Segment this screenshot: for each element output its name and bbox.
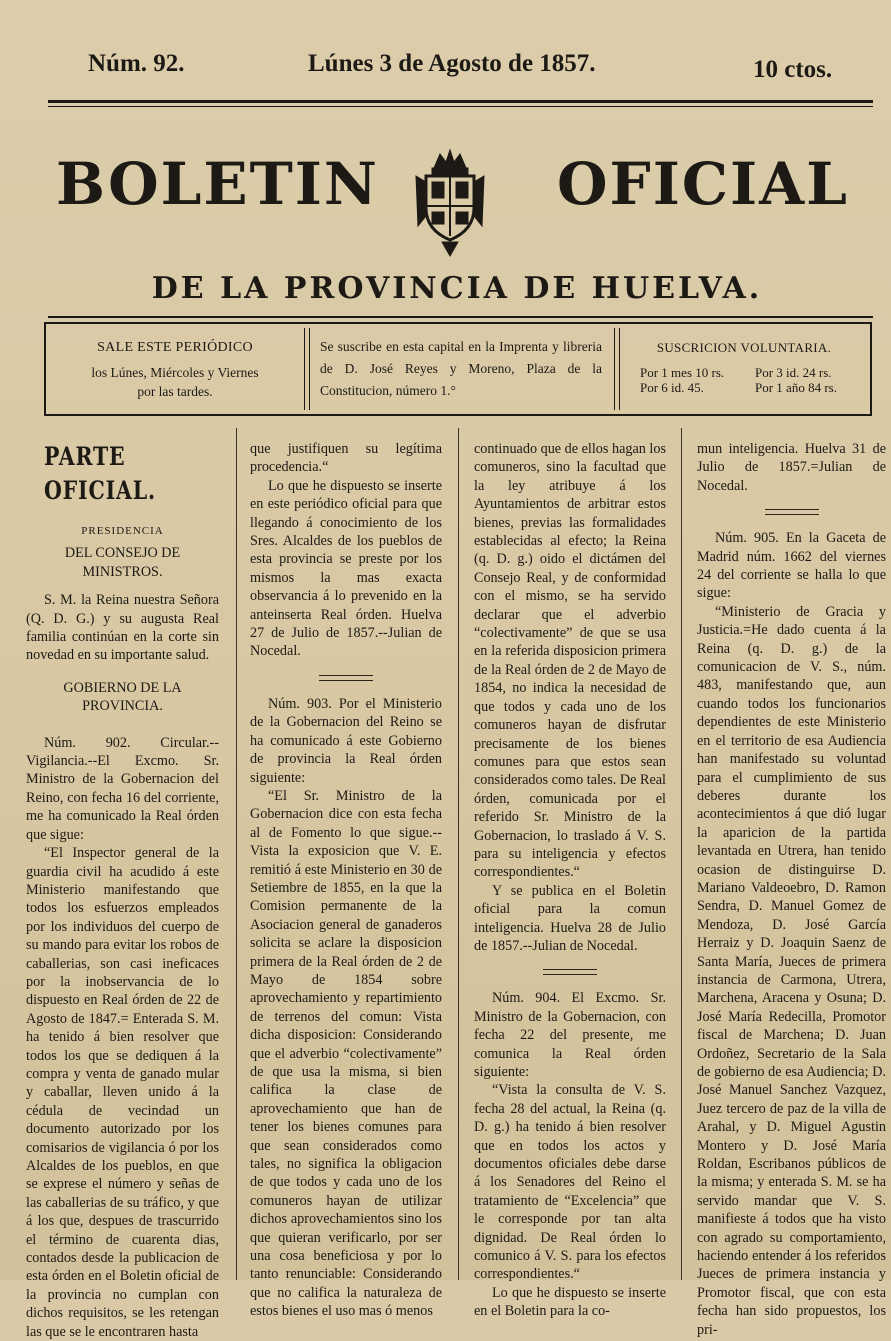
section-heading: PARTE OFICIAL. (44, 442, 156, 505)
rate-item: Por 3 id. 24 rs. (755, 365, 832, 380)
subscription-place: Se suscribe en esta capital en la Imprenta y libreria de D. José Reyes y Moreno, Plaza de la Constitucion, número 1.° (320, 339, 602, 398)
column-rule (681, 428, 682, 1280)
masthead-rule-thin (48, 106, 873, 107)
paragraph: mun inteligencia. Huelva 31 de Julio de 1857.=Julian de Nocedal. (697, 441, 886, 494)
title-boletin: BOLETIN (56, 150, 379, 218)
paragraph: Lo que he dispuesto se inserte en este periódico oficial para que llegando á conocimiento de los Sres. Alcaldes de los pueblos de esta provincia se preste por los mismos la mas exacta observancia á lo prevenido en la anteinserta Real órden. Huelva 27 de Julio de 1857.--Julian de Nocedal. (250, 477, 442, 660)
rate-item: Por 1 mes 10 rs. (640, 365, 725, 380)
column-rule (458, 428, 459, 1280)
separator (765, 509, 819, 515)
issue-price: 10 ctos. (753, 56, 833, 83)
issue-number: Núm. 92. (88, 50, 185, 77)
paragraph: Y se publica en el Boletin oficial para la comun inteligencia. Huelva 28 de Julio de 1857.--Julian de Nocedal. (474, 882, 666, 954)
paragraph: S. M. la Reina nuestra Señora (Q. D. G.) y su augusta Real familia continúan en la corte sin novedad en su importante salud. (26, 592, 219, 664)
paragraph: Núm. 903. Por el Ministerio de la Gobernacion del Reino se ha comunicado á este Gobierno de provincia la Real órden siguiente: (250, 695, 442, 786)
paragraph: “El Sr. Ministro de la Gobernacion dice con esta fecha al de Fomento lo que sigue.-- Vista la exposicion que V. E. remitió á este Ministerio en 30 de Setiembre de 1855, en la que la Comision permanente de la Asociacion general de ganaderos solicita se aclare la disposicion primera de la Real órden de 2 de Mayo de 1854 sobre aprovechamiento y repartimiento de terrenos del comun: Vista dicha disposicion: Considerando que el adverbio “colectivamente” de que usa la misma, si bien califica la clase de aprovechamiento que han de tener los bienes comunes para que sean considerados como tales, no significa la obligacion de que todos y cada uno de los comuneros hayan de utilizar dichos aprovechamientos sino los que quieran verificarlo, por ser una cosa beneficiosa y por lo tanto renunciable: Considerando que no califica la naturaleza de estos bienes el uso mas ó menos (250, 787, 442, 1320)
rate-item: Por 1 año 84 rs. (755, 380, 837, 395)
royal-crest-icon (410, 146, 490, 258)
publication-days (46, 324, 304, 414)
paragraph: Núm. 905. En la Gaceta de Madrid núm. 1662 del viernes 24 del corriente se halla lo que sigue: (697, 530, 886, 602)
subtitle-province: DE LA PROVINCIA DE HUELVA. (151, 271, 763, 306)
column-3 (474, 440, 666, 1321)
rates-grid (618, 365, 870, 395)
info-top-rule (48, 316, 873, 318)
column-rule (236, 428, 237, 1280)
publication-heading: SALE ESTE PERIÓDICO (97, 340, 253, 355)
issue-date: Lúnes 3 de Agosto de 1857. (308, 50, 596, 77)
subscription-rates (618, 324, 870, 414)
paragraph: “Ministerio de Gracia y Justicia.=He dado cuenta á la Reina (q. D. g.) de la comunicacion de V. S., núm. 483, manifestando que, aun cuando todos los funcionarios dependientes de este Ministerio en el territorio de esa Audiencia han manifestado su voluntad para el cumplimiento de sus deberes durante los acontecimientos á que dió lugar la aparicion de la partida levantada en Utrera, han tenido ocasion de distinguirse D. Mariano Valdeoebro, D. Ramon Sendra, D. Manuel Gomez de Mendoza, D. José García Herraiz y D. Joaquin Saenz de Santa María, Jueces de primera instancia de Carmona, Utrera, Marchena, Aracena y Osuna; D. José María Redecilla, Promotor fiscal de Marchena; D. Juan Ordoñez, Secretario de la Sala de gobierno de esa Audiencia; D. José Manuel Sanchez Vazquez, Juez tercero de paz de la villa de Arahal, y D. Miguel Agustin Montero y D. José María Roldan, Escribanos públicos de la misma; y enterada S. M. se ha servido mandar que V. S. manifieste á todos que ha visto con agrado su comportamiento, haciendo entender á los referidos Jueces de primera instancia y Promotor fiscal, que con esta fecha han sido propuestos, los pri- (697, 603, 886, 1338)
paragraph: “Vista la consulta de V. S. fecha 28 del actual, la Reina (q. D. g.) ha tenido á bien resolver que en todos los actos y documentos oficiales debe darse á los Senadores del Reino el tratamiento de “Excelencia” que le corresponde por tan alta dignidad. De Real órden lo comunico á V. S. para los efectos correspondientes.“ (474, 1082, 666, 1283)
title-oficial: OFICIAL (557, 150, 849, 218)
publication-days-line: los Lúnes, Miércoles y Viernes (91, 365, 259, 380)
masthead-top-line (0, 50, 891, 90)
column-4 (697, 440, 886, 1339)
presidencia-label: PRESIDENCIA (81, 525, 164, 537)
paragraph: que justifiquen su legítima procedencia.“ (250, 441, 442, 476)
column-1 (26, 440, 219, 1341)
paragraph: Núm. 902. Circular.--Vigilancia.--El Excmo. Sr. Ministro de la Gobernacion del Reino, con fecha 16 del corriente, me ha comunicado la Real órden que sigue: (26, 734, 219, 843)
paragraph: Lo que he dispuesto se inserte en el Boletin para la co- (474, 1284, 666, 1320)
paragraph: continuado que de ellos hagan los comuneros, sino la facultad que la ley atribuye á los Ayuntamientos de arbitrar estos bienes, previas las formalidades establecidas al efecto; la Reina (q. D. g.) oido el dictámen del Consejo Real, y de conformidad con el mismo, se ha servido declarar que el adverbio “colectivamente” de que se usa en la referida disposicion primera de la Real órden de 2 de Mayo de 1854, no indica la necesidad de que todos y cada uno de los comuneros hayan de disfrutar precisamente de los bienes comunes para que estos sean considerados como tales. De Real órden, comunicada por el referido Sr. Ministro de la Gobernacion, lo traslado á V. S. para su inteligencia y efectos correspondientes.“ (474, 441, 666, 881)
rates-heading: SUSCRICION VOLUNTARIA. (656, 340, 832, 355)
separator (543, 969, 597, 975)
publication-time-line: por las tardes. (137, 384, 213, 399)
masthead-rule (48, 100, 873, 103)
column-2 (250, 440, 442, 1321)
gobierno-heading: GOBIERNO DE LA PROVINCIA. (63, 679, 182, 715)
rate-item: Por 6 id. 45. (640, 380, 704, 395)
paragraph: Núm. 904. El Excmo. Sr. Ministro de la Gobernacion, con fecha 22 del presente, me comunica la Real órden siguiente: (474, 990, 666, 1080)
separator (319, 675, 373, 681)
consejo-heading: DEL CONSEJO DE MINISTROS. (64, 545, 181, 580)
subscription-box (44, 322, 872, 416)
paragraph: “El Inspector general de la guardia civil ha acudido á este Ministerio manifestando que todos los esfuerzos empleados por los individuos del cuerpo de su mando para evitar los robos de caballerias, son casi ineficaces por la inobservancia de lo dispuesto en Real órden de 22 de Agosto de 1847.= Enterada S. M. ha tenido á bien resolver que todos los que se dediquen á la compra y venta de ganado mular y caballar, lleven unido á la cédula de vecindad un documento autorizado por los comisarios de vigilancia ó por los Alcaldes de los pueblos, en que se exprese el número y señas de las caballerias de su tráfico, y que á los que, despues de trascurrido el término de cuarenta dias, contados desde la publicacion de esta órden en el Boletin oficial de la provincia no cumplan con dichos requisitos, se les retengan las que se le encontraren hasta (26, 845, 219, 1340)
